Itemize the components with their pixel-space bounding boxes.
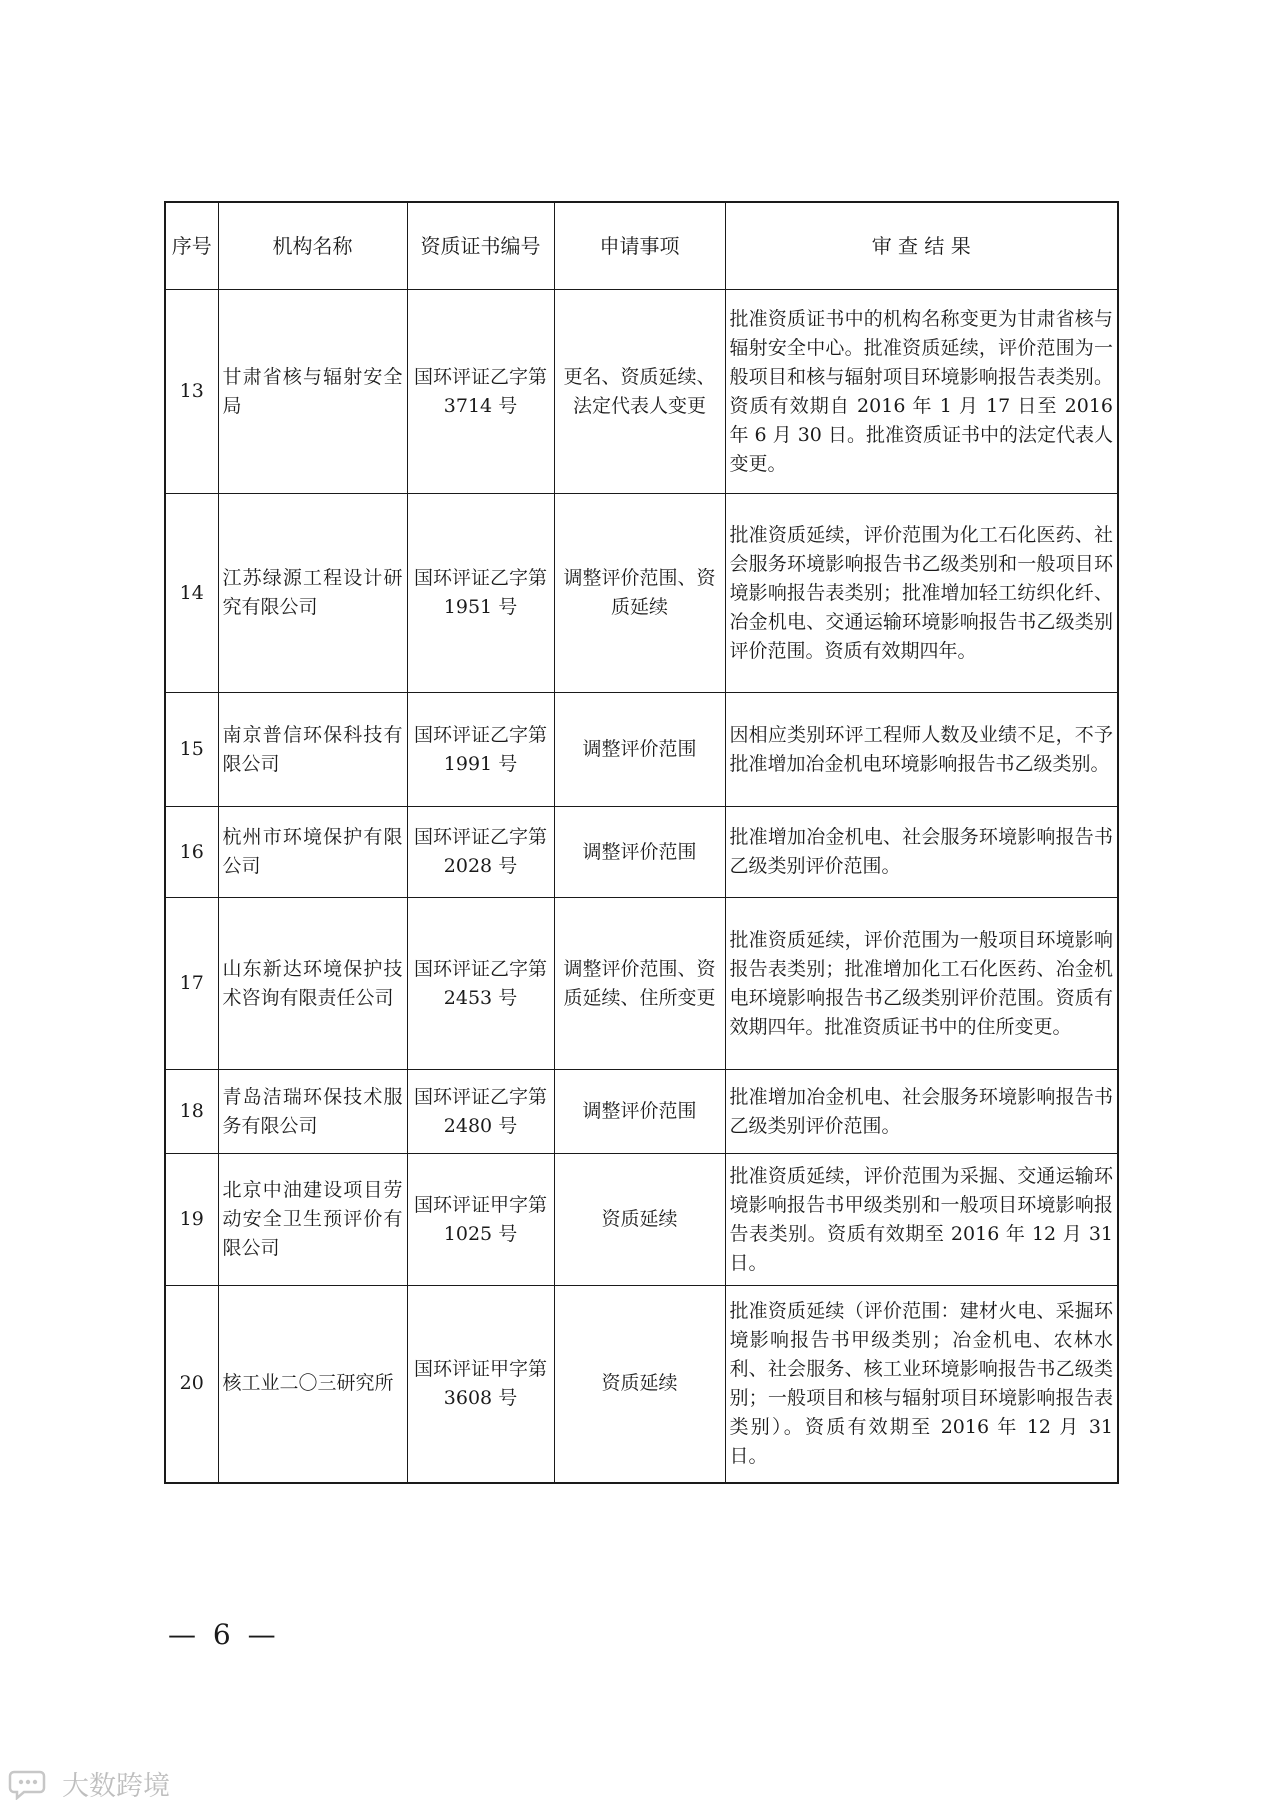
cell-seq: 16 [165, 807, 218, 898]
cell-result: 批准资质延续（评价范围：建材火电、采掘环境影响报告书甲级类别；冶金机电、农林水利、社会服务、核工业环境影响报告书乙级类别；一般项目和核与辐射项目环境影响报告表类别）。资质有效期至 2016 年 12 月 31 日。 [725, 1286, 1118, 1483]
table-row [165, 1286, 1118, 1483]
cell-name: 山东新达环境保护技术咨询有限责任公司 [218, 898, 407, 1070]
watermark [8, 1764, 170, 1803]
header-name: 机构名称 [218, 202, 407, 290]
cell-cert: 国环评证乙字第 1991 号 [407, 693, 554, 807]
cell-application: 资质延续 [554, 1154, 725, 1286]
cell-name: 南京普信环保科技有限公司 [218, 693, 407, 807]
table-row [165, 494, 1118, 693]
cell-result: 批准资质延续，评价范围为采掘、交通运输环境影响报告书甲级类别和一般项目环境影响报告表类别。资质有效期至 2016 年 12 月 31 日。 [725, 1154, 1118, 1286]
cell-name: 核工业二〇三研究所 [218, 1286, 407, 1483]
header-cert: 资质证书编号 [407, 202, 554, 290]
table-row [165, 1154, 1118, 1286]
table-row [165, 693, 1118, 807]
cell-seq: 15 [165, 693, 218, 807]
page-number: — 6 — [168, 1618, 280, 1651]
cell-cert: 国环评证甲字第 3608 号 [407, 1286, 554, 1483]
cell-cert: 国环评证乙字第 2028 号 [407, 807, 554, 898]
cell-application: 更名、资质延续、法定代表人变更 [554, 290, 725, 494]
cell-application: 调整评价范围 [554, 1070, 725, 1154]
header-result: 审 查 结 果 [725, 202, 1118, 290]
cell-application: 资质延续 [554, 1286, 725, 1483]
cell-cert: 国环评证乙字第 3714 号 [407, 290, 554, 494]
chat-bubble-logo-icon [8, 1768, 54, 1800]
review-results-table [164, 201, 1119, 1484]
cell-name: 甘肃省核与辐射安全局 [218, 290, 407, 494]
cell-cert: 国环评证乙字第 1951 号 [407, 494, 554, 693]
cell-seq: 19 [165, 1154, 218, 1286]
cell-seq: 14 [165, 494, 218, 693]
watermark-text: 大数跨境 [62, 1771, 170, 1802]
cell-name: 北京中油建设项目劳动安全卫生预评价有限公司 [218, 1154, 407, 1286]
cell-result: 批准增加冶金机电、社会服务环境影响报告书乙级类别评价范围。 [725, 807, 1118, 898]
table-row [165, 807, 1118, 898]
cell-cert: 国环评证乙字第 2453 号 [407, 898, 554, 1070]
table-header-row [165, 202, 1118, 290]
header-seq: 序号 [165, 202, 218, 290]
cell-seq: 13 [165, 290, 218, 494]
cell-result: 批准资质延续，评价范围为一般项目环境影响报告表类别；批准增加化工石化医药、冶金机电环境影响报告书乙级类别评价范围。资质有效期四年。批准资质证书中的住所变更。 [725, 898, 1118, 1070]
cell-name: 青岛洁瑞环保技术服务有限公司 [218, 1070, 407, 1154]
cell-application: 调整评价范围、资质延续 [554, 494, 725, 693]
cell-seq: 17 [165, 898, 218, 1070]
cell-result: 批准资质延续，评价范围为化工石化医药、社会服务环境影响报告书乙级类别和一般项目环境影响报告表类别；批准增加轻工纺织化纤、冶金机电、交通运输环境影响报告书乙级类别评价范围。资质有效期四年。 [725, 494, 1118, 693]
cell-result: 因相应类别环评工程师人数及业绩不足，不予批准增加冶金机电环境影响报告书乙级类别。 [725, 693, 1118, 807]
table-row [165, 1070, 1118, 1154]
cell-name: 杭州市环境保护有限公司 [218, 807, 407, 898]
cell-result: 批准资质证书中的机构名称变更为甘肃省核与辐射安全中心。批准资质延续，评价范围为一般项目和核与辐射项目环境影响报告表类别。资质有效期自 2016 年 1 月 17 日至 2016 年 6 月 30 日。批准资质证书中的法定代表人变更。 [725, 290, 1118, 494]
cell-application: 调整评价范围 [554, 807, 725, 898]
table-row [165, 290, 1118, 494]
cell-cert: 国环评证甲字第 1025 号 [407, 1154, 554, 1286]
cell-application: 调整评价范围、资质延续、住所变更 [554, 898, 725, 1070]
cell-name: 江苏绿源工程设计研究有限公司 [218, 494, 407, 693]
cell-application: 调整评价范围 [554, 693, 725, 807]
table-row [165, 898, 1118, 1070]
cell-seq: 18 [165, 1070, 218, 1154]
cell-seq: 20 [165, 1286, 218, 1483]
cell-result: 批准增加冶金机电、社会服务环境影响报告书乙级类别评价范围。 [725, 1070, 1118, 1154]
cell-cert: 国环评证乙字第 2480 号 [407, 1070, 554, 1154]
header-application: 申请事项 [554, 202, 725, 290]
